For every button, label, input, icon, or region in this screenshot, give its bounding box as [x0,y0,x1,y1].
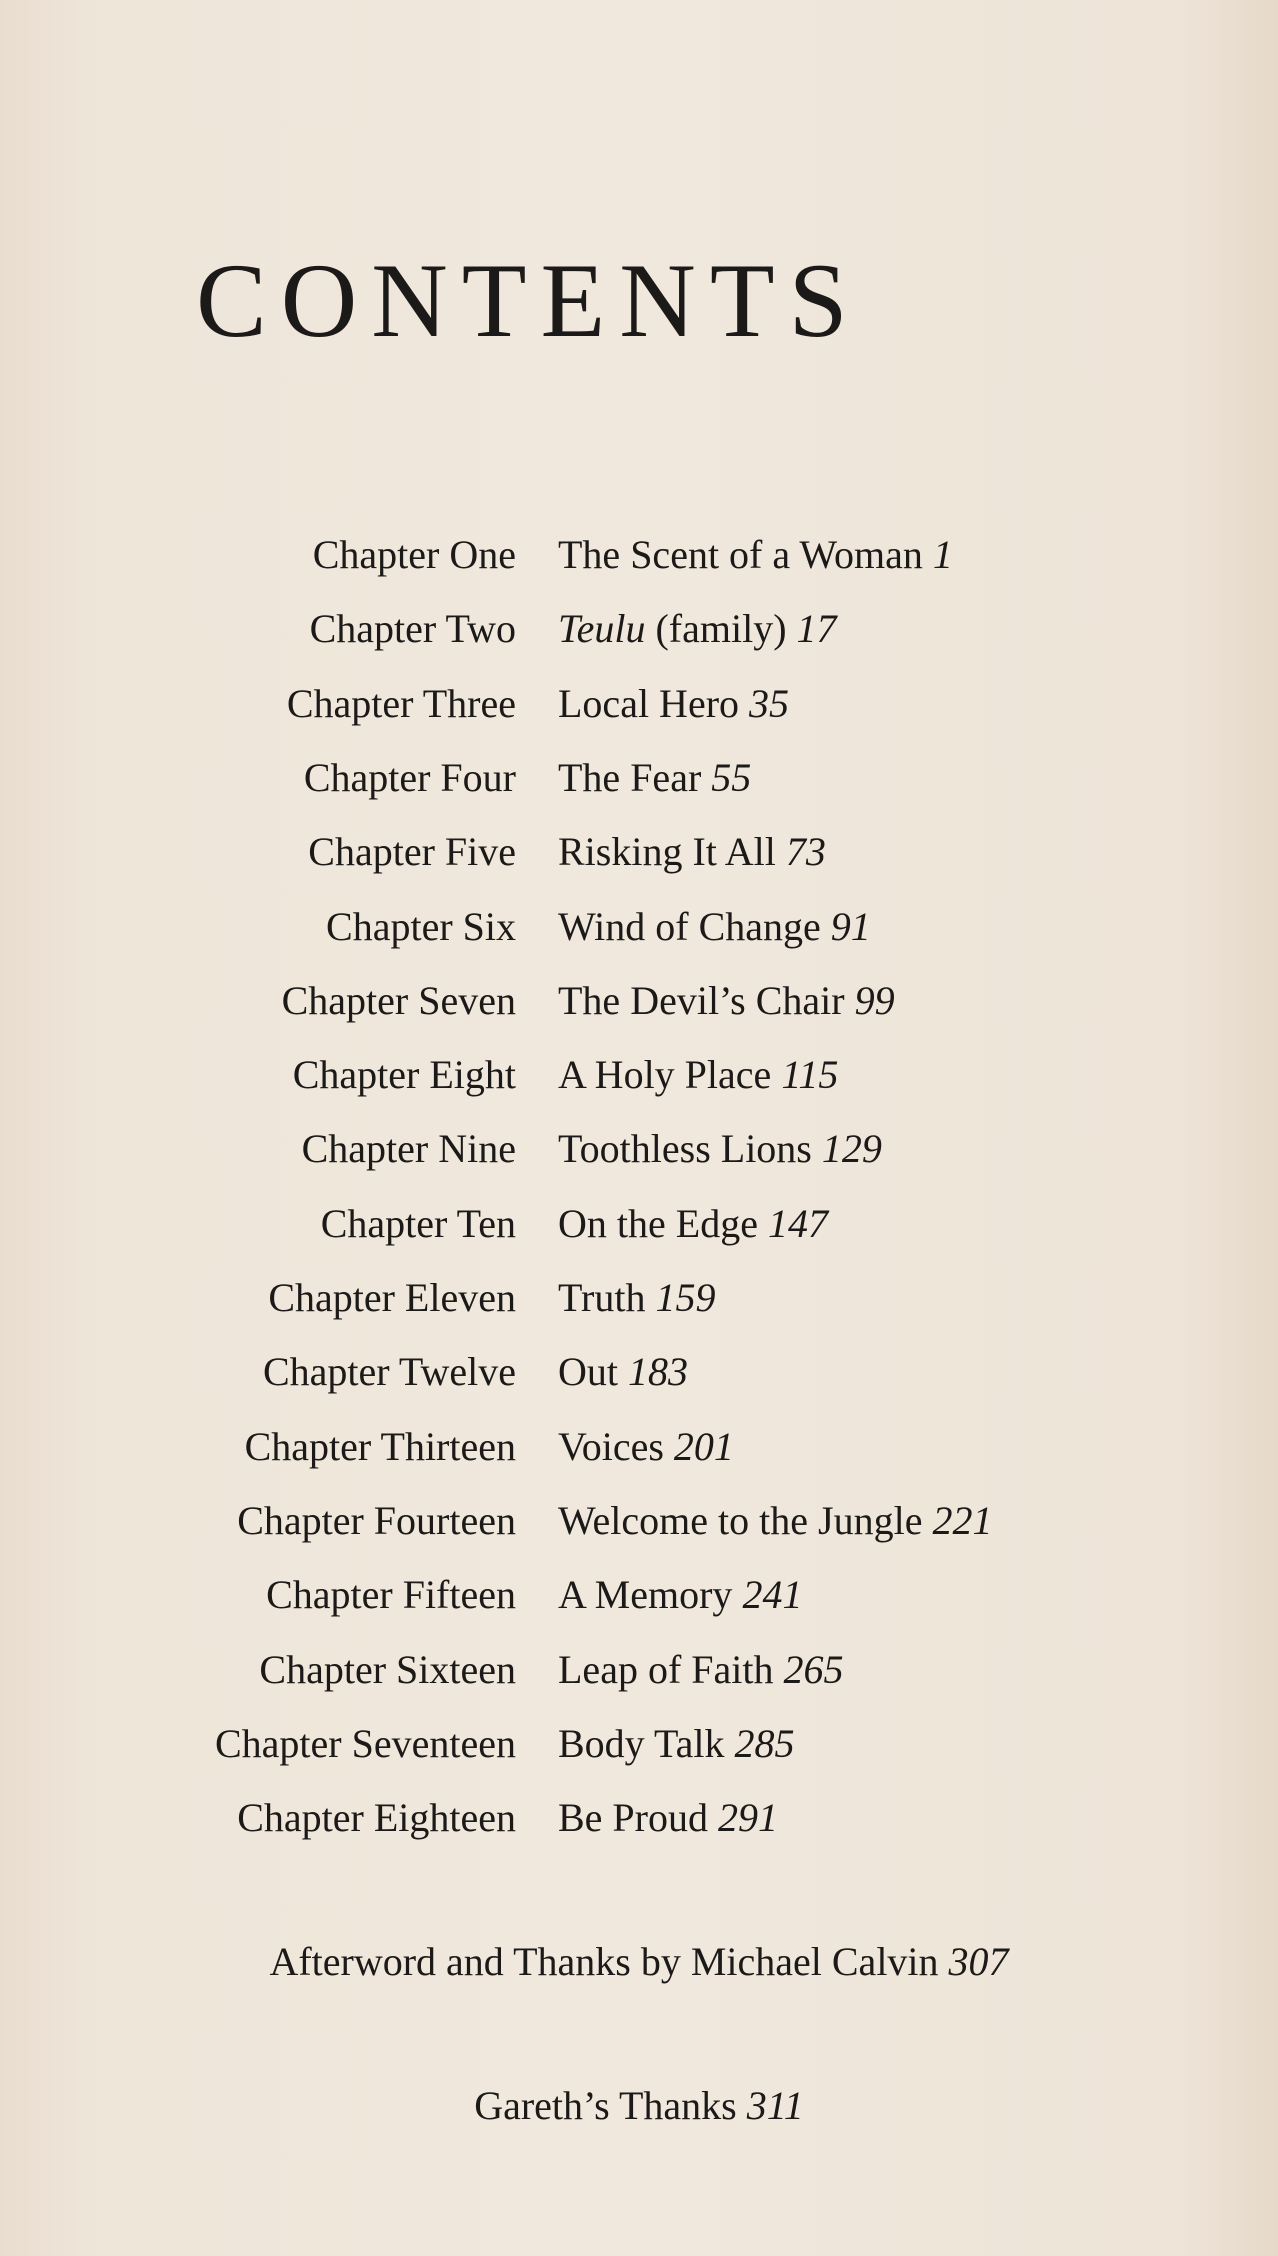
chapter-page-number: 147 [767,1201,828,1246]
chapter-title: Welcome to the Jungle [558,1498,923,1543]
toc-row [0,1045,1278,1105]
chapter-entry [558,1119,882,1179]
toc-row [0,1491,1278,1551]
chapter-title: A Memory [558,1572,733,1617]
chapter-page-number: 291 [718,1795,778,1840]
chapter-number: Chapter Fifteen [266,1572,516,1617]
chapter-entry [558,1788,778,1848]
chapter-entry [558,1045,838,1105]
chapter-title: Body Talk [558,1721,725,1766]
chapter-number: Chapter Twelve [262,1349,516,1394]
chapter-title-note: (family) [655,606,787,651]
chapter-title: Wind of Change [558,904,821,949]
chapter-page-number: 1 [932,532,953,577]
chapter-title: Risking It All [558,829,776,874]
chapter-entry [558,1342,688,1402]
chapter-title: Leap of Faith [558,1647,774,1692]
chapter-title: Voices [558,1424,664,1469]
chapter-title: The Scent of a Woman [558,532,923,577]
chapter-title: Local Hero [558,681,740,726]
chapter-title: Toothless Lions [558,1126,812,1171]
chapter-page-number: 99 [854,978,895,1023]
chapter-number: Chapter Seven [281,978,516,1023]
chapter-number: Chapter Four [303,755,516,800]
toc-row [0,525,1278,585]
chapter-entry [558,525,953,585]
chapter-entry [558,897,871,957]
chapter-page-number: 201 [673,1424,734,1469]
chapter-number: Chapter Seventeen [215,1721,516,1766]
toc-row [0,1640,1278,1700]
afterword-entry [0,1932,1278,1992]
toc-row [0,1194,1278,1254]
contents-heading: CONTENTS [196,242,862,359]
chapter-title: On the Edge [558,1201,758,1246]
toc-row [0,1342,1278,1402]
chapter-entry [558,674,789,734]
chapter-title: Truth [558,1275,646,1320]
toc-row [0,1417,1278,1477]
chapter-entry [558,1565,802,1625]
afterword-title: Afterword and Thanks by Michael Calvin [269,1939,939,1984]
toc-row [0,599,1278,659]
toc-row [0,748,1278,808]
toc-row [0,822,1278,882]
chapter-title: A Holy Place [558,1052,772,1097]
afterword-page: 307 [948,1939,1009,1984]
chapter-number: Chapter Sixteen [259,1647,516,1692]
chapter-page-number: 183 [628,1349,688,1394]
chapter-number: Chapter Ten [320,1201,516,1246]
chapter-page-number: 159 [655,1275,716,1320]
chapter-entry [558,822,826,882]
chapter-entry [558,1268,715,1328]
chapter-page-number: 265 [783,1647,844,1692]
chapter-number: Chapter Nine [301,1126,516,1171]
chapter-page-number: 91 [830,904,871,949]
chapter-page-number: 35 [749,681,790,726]
chapter-entry [558,1194,828,1254]
chapter-number: Chapter Eight [292,1052,516,1097]
chapter-title: The Devil’s Chair [558,978,845,1023]
chapter-number: Chapter Fourteen [237,1498,516,1543]
chapter-title: Out [558,1349,618,1394]
toc-row [0,1268,1278,1328]
toc-row [0,1788,1278,1848]
chapter-entry [558,1640,844,1700]
toc-row [0,1565,1278,1625]
chapter-number: Chapter Eleven [268,1275,516,1320]
chapter-entry [558,748,751,808]
chapter-page-number: 241 [742,1572,803,1617]
toc-row [0,897,1278,957]
chapter-entry [558,1491,992,1551]
chapter-title: Teulu [558,606,646,651]
chapter-title: Be Proud [558,1795,708,1840]
chapter-number: Chapter One [312,532,516,577]
chapter-page-number: 221 [932,1498,993,1543]
chapter-page-number: 17 [796,606,837,651]
chapter-entry [558,1417,734,1477]
chapter-page-number: 55 [711,755,752,800]
chapter-number: Chapter Thirteen [244,1424,516,1469]
chapter-entry [558,971,895,1031]
chapter-page-number: 73 [785,829,826,874]
toc-row [0,1119,1278,1179]
chapter-number: Chapter Two [309,606,516,651]
chapter-number: Chapter Three [286,681,516,726]
toc-row [0,674,1278,734]
chapter-number: Chapter Five [308,829,516,874]
chapter-page-number: 285 [734,1721,795,1766]
chapter-number: Chapter Six [326,904,516,949]
chapter-number: Chapter Eighteen [237,1795,516,1840]
thanks-page: 311 [746,2083,804,2128]
thanks-title: Gareth’s Thanks [474,2083,737,2128]
thanks-entry [0,2076,1278,2136]
chapter-entry [558,599,837,659]
chapter-entry [558,1714,794,1774]
chapter-page-number: 115 [781,1052,839,1097]
toc-row [0,1714,1278,1774]
chapter-page-number: 129 [821,1126,882,1171]
chapter-title: The Fear [558,755,702,800]
toc-row [0,971,1278,1031]
